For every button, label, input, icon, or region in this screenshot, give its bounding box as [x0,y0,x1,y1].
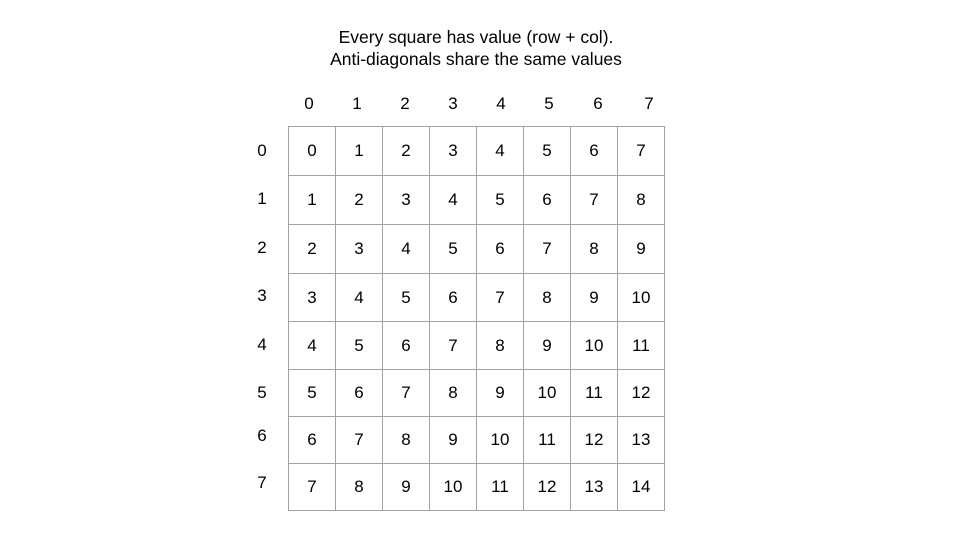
grid-cell: 4 [477,127,524,176]
grid-cell: 1 [289,176,336,225]
grid-cell: 11 [524,417,571,464]
grid-cell: 11 [477,464,524,511]
grid-cell: 6 [524,176,571,225]
grid-cell: 9 [430,417,477,464]
grid-cell: 8 [571,225,618,274]
grid-row [289,225,665,274]
grid-cell: 11 [571,370,618,417]
column-header: 0 [304,94,314,113]
column-header: 6 [593,94,603,113]
grid-cell: 10 [430,464,477,511]
grid-cell: 7 [289,464,336,511]
grid-cell: 8 [336,464,383,511]
grid-cell: 7 [336,417,383,464]
grid-cell: 5 [430,225,477,274]
grid-cell: 8 [524,274,571,322]
grid-cell: 6 [289,417,336,464]
grid-cell: 13 [618,417,665,464]
row-header: 3 [257,286,267,305]
column-header: 1 [352,94,362,113]
grid-cell: 4 [289,322,336,370]
grid-cell: 7 [618,127,665,176]
grid-cell: 13 [571,464,618,511]
grid-cell: 4 [430,176,477,225]
column-header: 5 [544,94,554,113]
grid-cell: 5 [383,274,430,322]
grid-cell: 3 [336,225,383,274]
row-header: 6 [257,426,267,445]
grid-cell: 8 [618,176,665,225]
grid-cell: 9 [524,322,571,370]
row-header: 5 [257,383,267,402]
grid-cell: 8 [383,417,430,464]
grid-row [289,274,665,322]
grid-cell: 9 [571,274,618,322]
diagram-title-line-2: Anti-diagonals share the same values [330,49,622,69]
grid-cell: 8 [430,370,477,417]
grid-row [289,417,665,464]
grid-cell: 7 [524,225,571,274]
grid-row [289,176,665,225]
grid-cell: 5 [524,127,571,176]
grid-cell: 0 [289,127,336,176]
grid-cell: 3 [383,176,430,225]
grid-cell: 7 [571,176,618,225]
grid-cell: 11 [618,322,665,370]
value-grid [288,126,665,511]
grid-cell: 12 [618,370,665,417]
grid-cell: 7 [477,274,524,322]
grid-cell: 4 [383,225,430,274]
grid-cell: 3 [430,127,477,176]
column-header: 2 [400,94,410,113]
grid-cell: 6 [336,370,383,417]
grid-cell: 10 [477,417,524,464]
grid-cell: 5 [289,370,336,417]
grid-cell: 12 [571,417,618,464]
grid-cell: 6 [430,274,477,322]
grid-cell: 8 [477,322,524,370]
diagram-title-line-1: Every square has value (row + col). [338,27,614,47]
row-header: 4 [257,335,267,354]
grid-cell: 6 [571,127,618,176]
grid-cell: 12 [524,464,571,511]
row-header: 7 [257,473,267,492]
grid-cell: 9 [618,225,665,274]
grid-cell: 10 [524,370,571,417]
grid-cell: 7 [430,322,477,370]
row-header: 0 [257,141,267,160]
row-header: 1 [257,189,267,208]
column-header: 7 [644,94,654,113]
grid-cell: 2 [336,176,383,225]
column-header: 4 [496,94,506,113]
grid-cell: 7 [383,370,430,417]
grid-row [289,370,665,417]
grid-cell: 2 [383,127,430,176]
grid-cell: 5 [477,176,524,225]
grid-cell: 9 [477,370,524,417]
grid-cell: 2 [289,225,336,274]
grid-cell: 14 [618,464,665,511]
column-header: 3 [448,94,458,113]
grid-cell: 9 [383,464,430,511]
grid-cell: 3 [289,274,336,322]
grid-cell: 1 [336,127,383,176]
grid-cell: 6 [383,322,430,370]
grid-cell: 5 [336,322,383,370]
grid-cell: 10 [571,322,618,370]
grid-row [289,127,665,176]
grid-cell: 10 [618,274,665,322]
grid-cell: 4 [336,274,383,322]
row-header: 2 [257,238,267,257]
grid-row [289,464,665,511]
grid-row [289,322,665,370]
grid-cell: 6 [477,225,524,274]
